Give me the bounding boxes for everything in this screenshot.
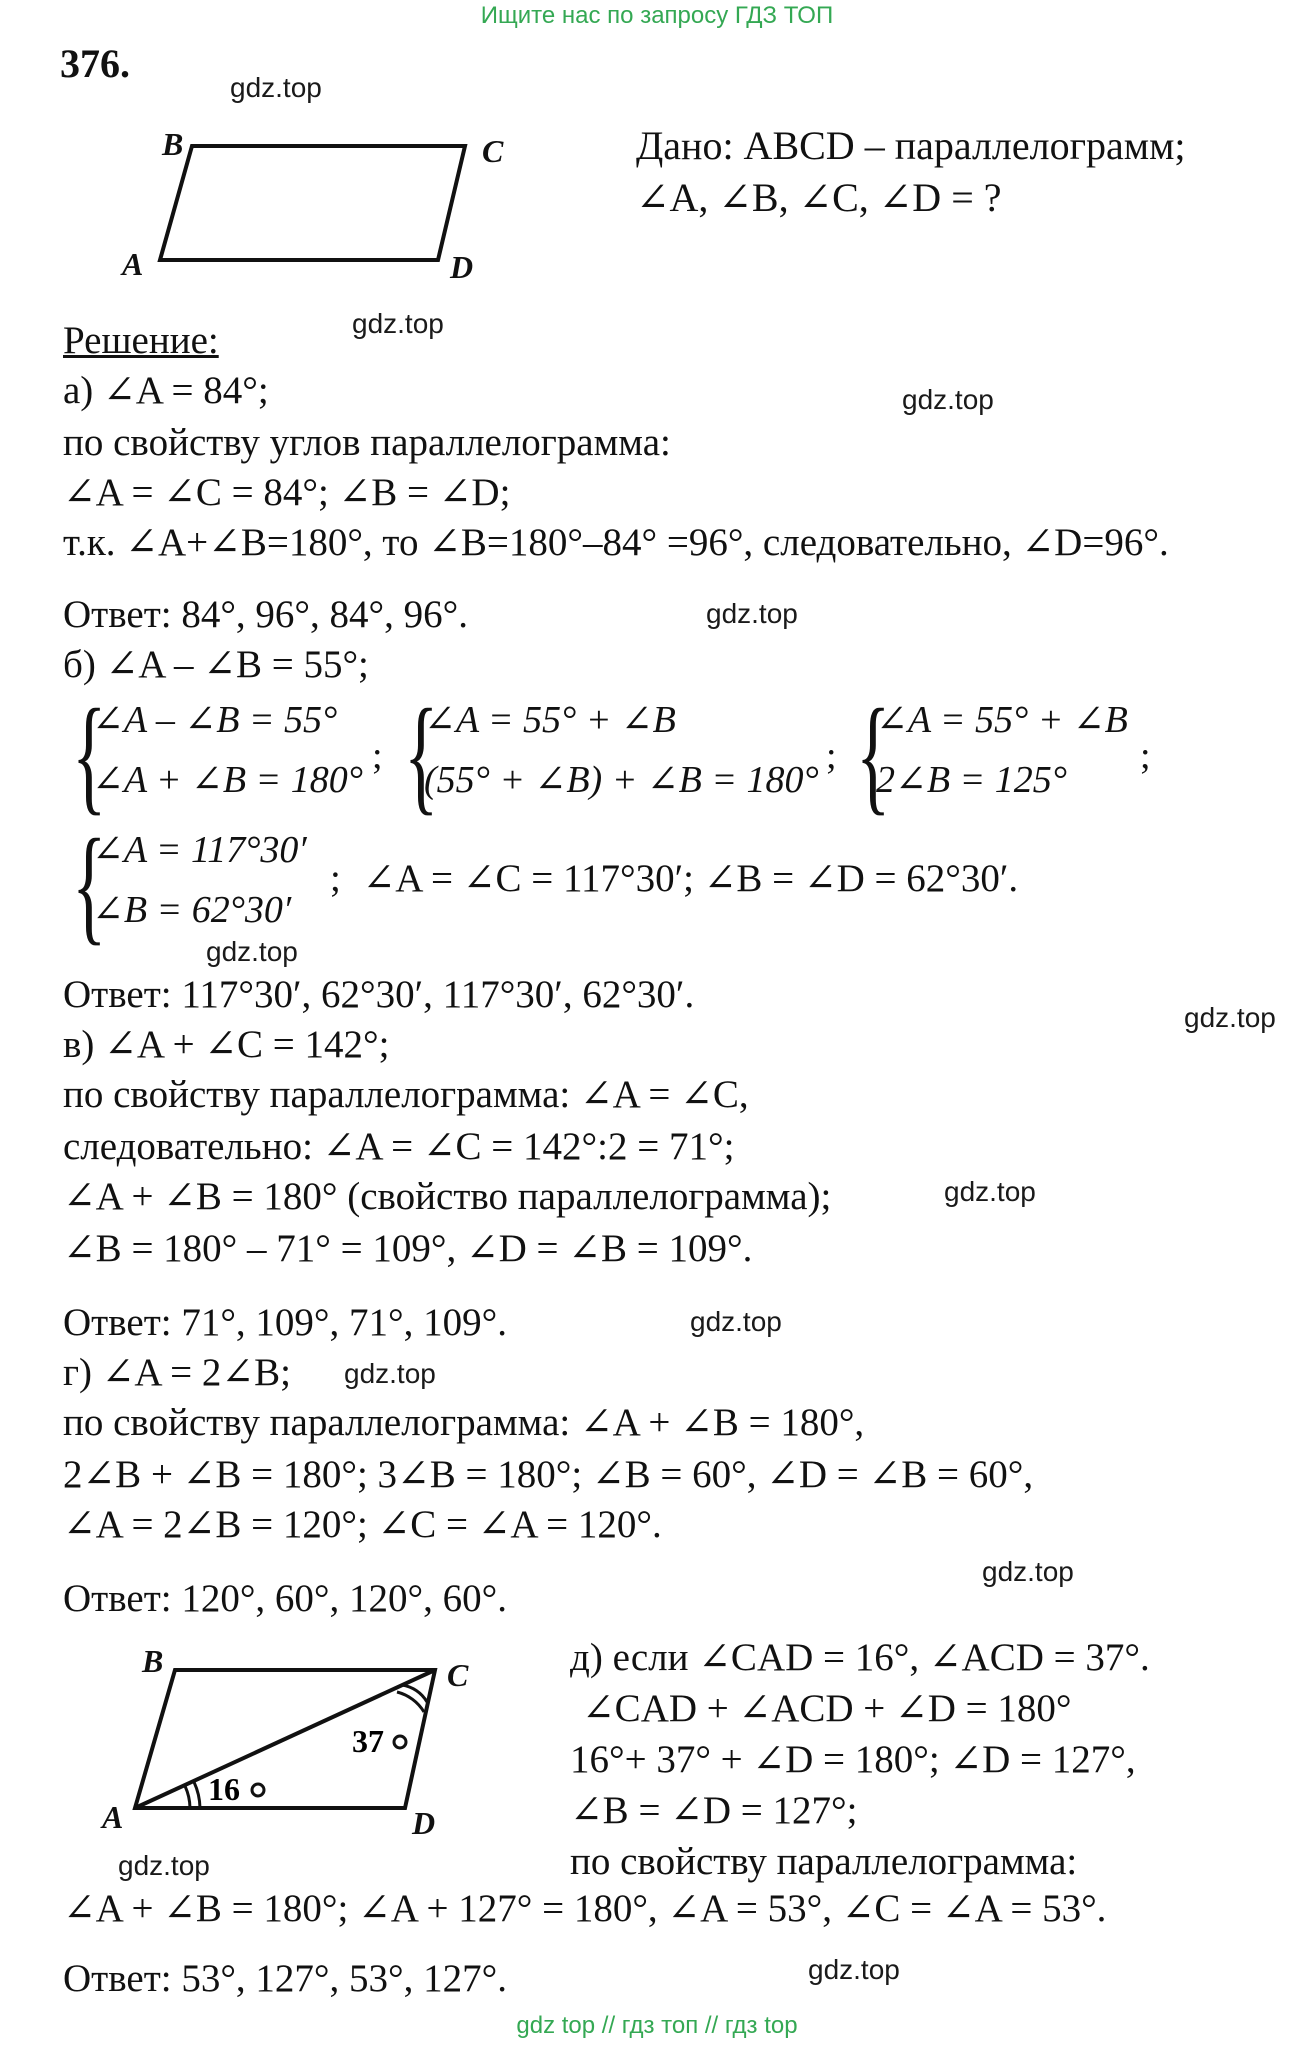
- separator: ;: [826, 735, 837, 777]
- system-2-row-1: ∠A = 55° + ∠B: [424, 699, 676, 741]
- vertex-c-label: C: [447, 1657, 469, 1693]
- system-4-row-2: ∠B = 62°30′: [92, 889, 292, 931]
- part-c-answer: Ответ: 71°, 109°, 71°, 109°.: [63, 1301, 507, 1344]
- brace: {: [72, 683, 107, 827]
- part-a-line-3: ∠A = ∠C = 84°; ∠B = ∠D;: [63, 471, 511, 514]
- angle-arc-a: [194, 1782, 200, 1808]
- watermark: gdz.top: [690, 1306, 782, 1337]
- vertex-c-label: C: [482, 133, 504, 169]
- watermark: gdz.top: [982, 1556, 1074, 1587]
- footer-links[interactable]: gdz top // гдз топ // гдз top: [516, 2012, 798, 2039]
- part-b-answer: Ответ: 117°30′, 62°30′, 117°30′, 62°30′.: [63, 973, 695, 1016]
- part-e-answer: Ответ: 53°, 127°, 53°, 127°.: [63, 1957, 507, 2000]
- separator: ;: [1140, 735, 1151, 777]
- system-1-row-1: ∠A – ∠B = 55°: [92, 699, 338, 741]
- part-c-line-1: в) ∠A + ∠C = 142°;: [63, 1023, 390, 1066]
- separator: ;: [372, 735, 383, 777]
- parallelogram-figure: [120, 120, 520, 290]
- part-e-line-3: 16°+ 37° + ∠D = 180°; ∠D = 127°,: [570, 1738, 1136, 1781]
- part-a-line-4: т.к. ∠A+∠B=180°, то ∠B=180°–84° =96°, следовательно, ∠D=96°.: [63, 521, 1169, 564]
- degree-mark: [252, 1784, 264, 1796]
- watermark: gdz.top: [230, 72, 322, 103]
- watermark: gdz.top: [808, 1954, 900, 1985]
- angle-cad-value: 16: [208, 1771, 240, 1807]
- system-3: [876, 690, 1128, 810]
- watermark: gdz.top: [1184, 1002, 1276, 1033]
- brace: {: [72, 813, 107, 957]
- part-c-line-4: ∠A + ∠B = 180° (свойство параллелограмма);: [63, 1175, 832, 1218]
- watermark: gdz.top: [344, 1358, 436, 1389]
- part-d-line-2: по свойству параллелограмма: ∠A + ∠B = 180°,: [63, 1401, 865, 1444]
- system-1-row-2: ∠A + ∠B = 180°: [92, 759, 363, 801]
- part-a-line-1: а) ∠A = 84°;: [63, 369, 269, 412]
- given-line-1: Дано: ABCD – параллелограмм;: [636, 123, 1186, 168]
- angle-arc-a: [185, 1786, 190, 1808]
- vertex-b-label: B: [142, 1643, 164, 1679]
- part-e-line-2: ∠CAD + ∠ACD + ∠D = 180°: [582, 1687, 1072, 1730]
- part-d-line-3: 2∠B + ∠B = 180°; 3∠B = 180°; ∠B = 60°, ∠D = ∠B = 60°,: [63, 1453, 1034, 1496]
- part-d-line-1: г) ∠A = 2∠B;: [63, 1351, 291, 1394]
- watermark: gdz.top: [206, 936, 298, 967]
- part-e-block: [570, 1632, 1150, 1887]
- part-b-line-1: б) ∠A – ∠B = 55°;: [63, 643, 369, 686]
- brace: {: [856, 683, 891, 827]
- watermark: gdz.top: [706, 598, 798, 629]
- vertex-a-label: A: [122, 246, 144, 282]
- vertex-b-label: B: [162, 126, 184, 162]
- watermark: gdz.top: [352, 308, 444, 339]
- vertex-a-label: A: [102, 1799, 124, 1835]
- solution-heading: Решение:: [63, 319, 219, 362]
- watermark: gdz.top: [118, 1850, 210, 1881]
- part-e-line-1: д) если ∠CAD = 16°, ∠ACD = 37°.: [570, 1636, 1150, 1679]
- parallelogram-diagonal-figure: [90, 1640, 520, 1850]
- part-e-line-6: ∠A + ∠B = 180°; ∠A + 127° = 180°, ∠A = 53°, ∠C = ∠A = 53°.: [63, 1887, 1107, 1930]
- watermark: gdz.top: [902, 384, 994, 415]
- angle-acd-value: 37: [352, 1723, 384, 1759]
- part-a-answer: Ответ: 84°, 96°, 84°, 96°.: [63, 593, 468, 636]
- given-block: [636, 120, 1186, 224]
- brace: {: [404, 683, 439, 827]
- problem-number: 376.: [60, 41, 130, 86]
- vertex-d-label: D: [450, 249, 474, 285]
- given-line-2: ∠A, ∠B, ∠C, ∠D = ?: [636, 175, 1002, 220]
- part-d-answer: Ответ: 120°, 60°, 120°, 60°.: [63, 1577, 507, 1620]
- part-b-result: [330, 856, 1018, 901]
- parallelogram-shape: [160, 146, 465, 260]
- degree-mark: [394, 1736, 406, 1748]
- part-e-line-4: ∠B = ∠D = 127°;: [570, 1789, 858, 1832]
- part-c-line-3: следовательно: ∠A = ∠C = 142°:2 = 71°;: [63, 1125, 735, 1168]
- system-3-row-1: ∠A = 55° + ∠B: [876, 699, 1128, 741]
- part-a-line-2: по свойству углов параллелограмма:: [63, 421, 671, 464]
- system-4-row-1: ∠A = 117°30′: [92, 829, 307, 871]
- part-c-line-5: ∠B = 180° – 71° = 109°, ∠D = ∠B = 109°.: [63, 1227, 753, 1270]
- system-3-row-2: 2∠B = 125°: [876, 759, 1067, 801]
- search-hint[interactable]: Ищите нас по запросу ГДЗ ТОП: [480, 2, 834, 29]
- system-2-row-2: (55° + ∠B) + ∠B = 180°: [424, 759, 819, 801]
- system-1: [92, 690, 363, 810]
- part-b-result-text: ∠A = ∠C = 117°30′; ∠B = ∠D = 62°30′.: [362, 857, 1019, 900]
- diagonal-ac: [135, 1670, 435, 1808]
- system-4: [92, 820, 307, 940]
- part-e-line-5: по свойству параллелограмма:: [570, 1840, 1078, 1883]
- watermark: gdz.top: [944, 1176, 1036, 1207]
- vertex-d-label: D: [412, 1805, 436, 1841]
- system-2: [424, 690, 819, 810]
- part-d-line-4: ∠A = 2∠B = 120°; ∠C = ∠A = 120°.: [63, 1503, 662, 1546]
- separator: ;: [330, 857, 341, 900]
- part-c-line-2: по свойству параллелограмма: ∠A = ∠C,: [63, 1073, 749, 1116]
